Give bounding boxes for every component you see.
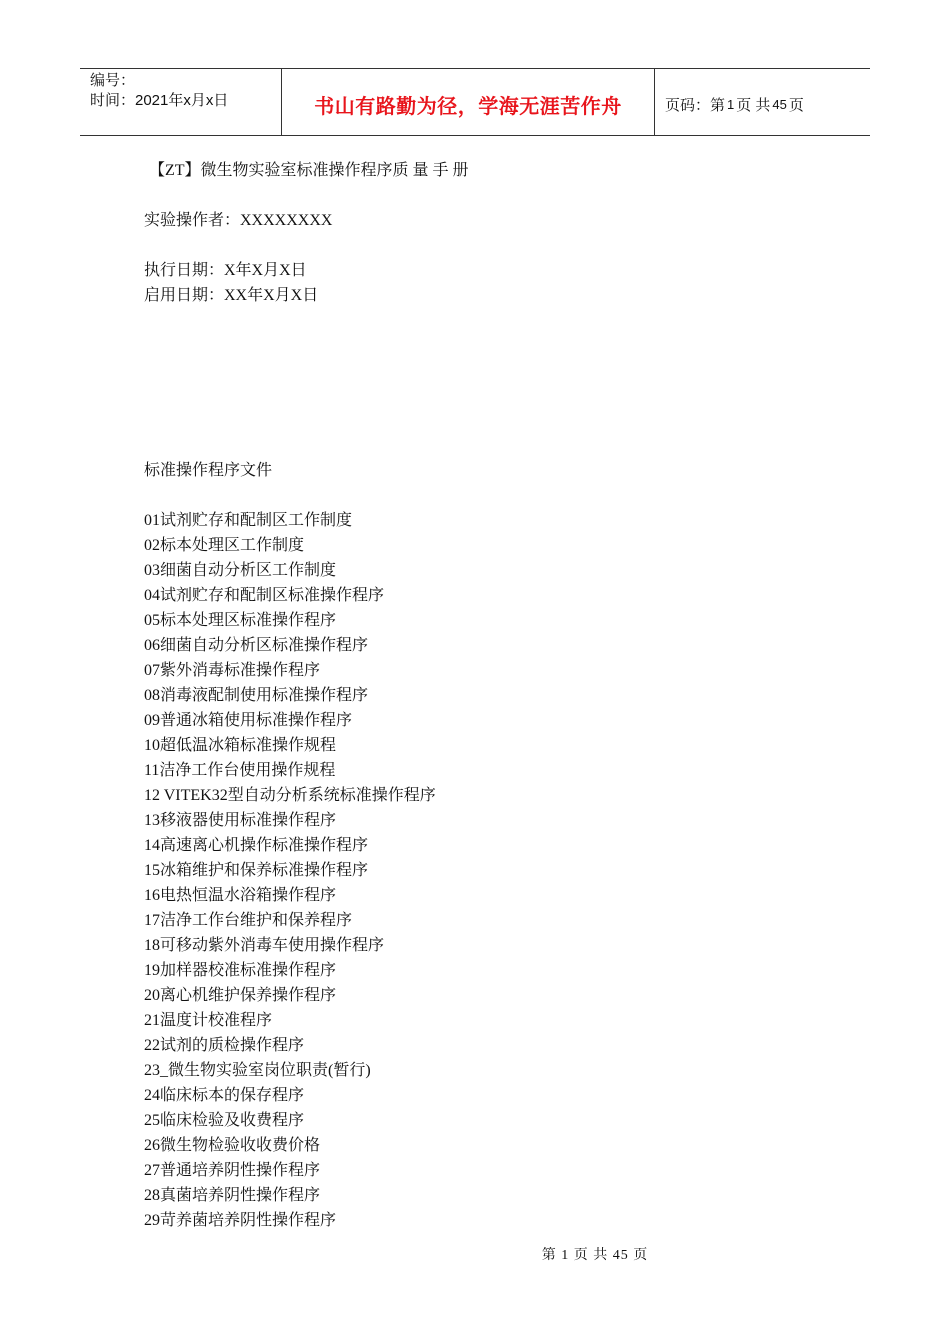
list-item: 22试剂的质检操作程序 — [144, 1037, 305, 1054]
exec-date-line: 执行日期：X年X月X日 — [144, 262, 307, 279]
list-item: 17洁净工作台维护和保养程序 — [144, 912, 353, 929]
procedure-list — [144, 508, 844, 1233]
list-item: 19加样器校准标准操作程序 — [144, 962, 337, 979]
list-item: 08消毒液配制使用标准操作程序 — [144, 687, 369, 704]
list-item: 06细菌自动分析区标准操作程序 — [144, 637, 369, 654]
header-time-label: 时间：2021年x月x日 — [90, 92, 229, 109]
list-item: 02标本处理区工作制度 — [144, 537, 305, 554]
header-motto: 书山有路勤为径，学海无涯苦作舟 — [282, 69, 655, 135]
list-item: 21温度计校准程序 — [144, 1012, 273, 1029]
header-page-mid: 页 共 — [736, 96, 771, 114]
list-item: 28真菌培养阴性操作程序 — [144, 1187, 321, 1204]
header-number-label: 编号： — [90, 72, 136, 89]
document-title: 【ZT】微生物实验室标准操作程序质 量 手 册 — [149, 162, 469, 179]
start-date-line: 启用日期：XX年X月X日 — [144, 287, 319, 304]
list-item: 29苛养菌培养阴性操作程序 — [144, 1212, 337, 1229]
list-item: 14高速离心机操作标准操作程序 — [144, 837, 369, 854]
document-body — [144, 158, 844, 1233]
list-item: 13移液器使用标准操作程序 — [144, 812, 337, 829]
header-page-prefix: 页码：第 — [665, 96, 726, 114]
list-item: 11洁净工作台使用操作规程 — [144, 762, 336, 779]
list-item: 01试剂贮存和配制区工作制度 — [144, 512, 353, 529]
header-page-suffix: 页 — [788, 96, 804, 114]
list-item: 23_微生物实验室岗位职责(暂行) — [144, 1062, 371, 1079]
list-item: 10超低温冰箱标准操作规程 — [144, 737, 337, 754]
list-item: 16电热恒温水浴箱操作程序 — [144, 887, 337, 904]
list-item: 18可移动紫外消毒车使用操作程序 — [144, 937, 385, 954]
list-item: 15冰箱维护和保养标准操作程序 — [144, 862, 369, 879]
list-item: 03细菌自动分析区工作制度 — [144, 562, 337, 579]
header-meta-cell — [80, 69, 282, 135]
list-item: 24临床标本的保存程序 — [144, 1087, 305, 1104]
header-page-total: 45 — [772, 96, 787, 112]
list-item: 26微生物检验收收费价格 — [144, 1137, 321, 1154]
page-footer: 第 1 页 共 45 页 — [541, 1248, 649, 1263]
list-item: 20离心机维护保养操作程序 — [144, 987, 337, 1004]
section-title: 标准操作程序文件 — [144, 462, 273, 479]
list-item: 07紫外消毒标准操作程序 — [144, 662, 321, 679]
list-item: 27普通培养阴性操作程序 — [144, 1162, 321, 1179]
list-item: 25临床检验及收费程序 — [144, 1112, 305, 1129]
list-item: 12 VITEK32型自动分析系统标准操作程序 — [144, 787, 436, 804]
list-item: 09普通冰箱使用标准操作程序 — [144, 712, 353, 729]
list-item: 05标本处理区标准操作程序 — [144, 612, 337, 629]
header-page-info — [655, 69, 870, 135]
page-header — [80, 68, 870, 136]
header-page-current: 1 — [727, 96, 735, 112]
list-item: 04试剂贮存和配制区标准操作程序 — [144, 587, 385, 604]
operator-line: 实验操作者：XXXXXXXX — [144, 212, 333, 229]
